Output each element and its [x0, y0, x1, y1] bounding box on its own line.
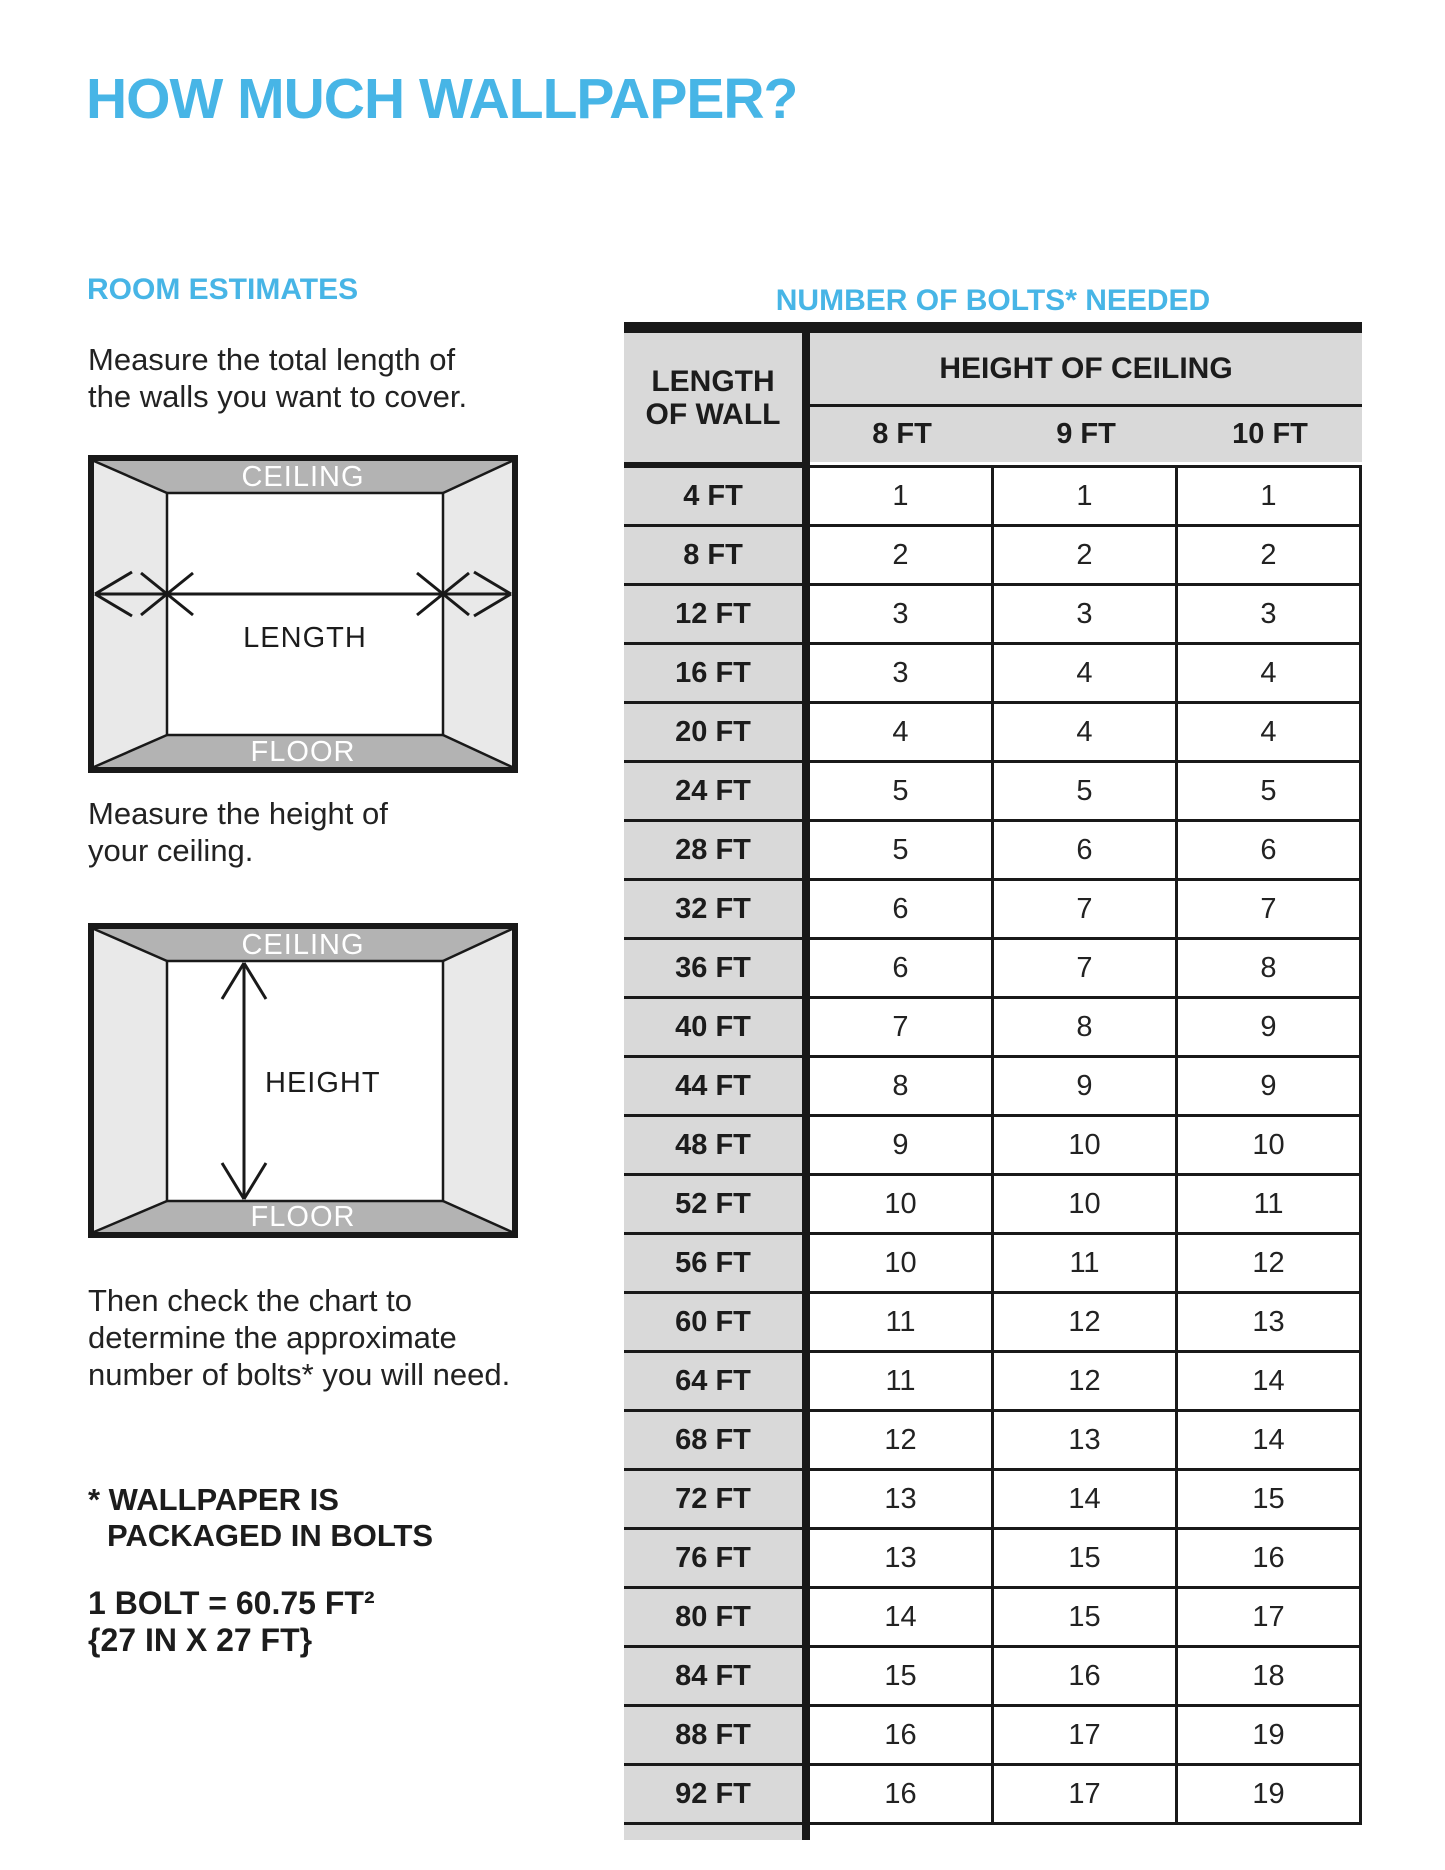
row-label: 48 FT — [624, 1117, 810, 1173]
back-wall — [167, 493, 443, 735]
table-body — [624, 468, 1362, 1825]
table-row — [624, 1353, 1362, 1412]
table-row — [624, 1235, 1362, 1294]
bolt-count-cell: 4 — [810, 704, 994, 760]
instruction-length-line1: Measure the total length of — [88, 342, 456, 377]
column-headers-row — [810, 407, 1362, 462]
bolt-count-cell: 3 — [1178, 586, 1362, 642]
length-diagram — [88, 455, 518, 773]
bolt-count-cell: 15 — [994, 1589, 1178, 1645]
instruction-chart-line1: Then check the chart to — [88, 1283, 412, 1318]
row-label: 16 FT — [624, 645, 810, 701]
bolts-table — [624, 322, 1362, 1840]
col-header-10ft: 10 FT — [1232, 418, 1308, 450]
table-row — [624, 1530, 1362, 1589]
table-row — [624, 1766, 1362, 1825]
row-label: 76 FT — [624, 1530, 810, 1586]
bolt-count-cell: 14 — [810, 1589, 994, 1645]
ceiling-label: CEILING — [241, 929, 365, 961]
table-row — [624, 586, 1362, 645]
bolt-count-cell: 7 — [994, 881, 1178, 937]
height-label: HEIGHT — [265, 1067, 381, 1099]
bolt-count-cell: 13 — [1178, 1294, 1362, 1350]
bolt-count-cell: 8 — [994, 999, 1178, 1055]
bolt-count-cell: 19 — [1178, 1707, 1362, 1763]
bolt-count-cell: 12 — [810, 1412, 994, 1468]
bolt-count-cell: 4 — [1178, 704, 1362, 760]
bolt-count-cell: 17 — [994, 1766, 1178, 1822]
bolt-count-cell: 13 — [810, 1530, 994, 1586]
bolt-dimensions: {27 IN X 27 FT} — [88, 1622, 313, 1658]
bolt-count-cell: 15 — [1178, 1471, 1362, 1527]
instruction-length-line2: the walls you want to cover. — [88, 379, 468, 414]
bolt-count-cell: 12 — [994, 1294, 1178, 1350]
row-label: 88 FT — [624, 1707, 810, 1763]
row-label: 8 FT — [624, 527, 810, 583]
bolt-count-cell: 6 — [810, 940, 994, 996]
row-label: 20 FT — [624, 704, 810, 760]
wallpaper-footnote — [88, 1482, 433, 1554]
instruction-length-text — [88, 341, 467, 415]
corner-header-line1: LENGTH — [651, 364, 775, 398]
table-top-bar — [624, 322, 1362, 333]
table-row — [624, 704, 1362, 763]
bolt-count-cell: 3 — [994, 586, 1178, 642]
table-row — [624, 1176, 1362, 1235]
row-label: 24 FT — [624, 763, 810, 819]
floor-label: FLOOR — [250, 736, 356, 768]
bolt-count-cell: 16 — [810, 1707, 994, 1763]
bolt-count-cell: 11 — [810, 1294, 994, 1350]
bolt-count-cell: 10 — [810, 1235, 994, 1291]
bolt-count-cell: 13 — [810, 1471, 994, 1527]
bolt-count-cell: 6 — [994, 822, 1178, 878]
row-label: 56 FT — [624, 1235, 810, 1291]
bolt-count-cell: 11 — [994, 1235, 1178, 1291]
row-label: 12 FT — [624, 586, 810, 642]
bolt-count-cell: 9 — [810, 1117, 994, 1173]
bolt-count-cell: 2 — [810, 527, 994, 583]
corner-header-length-of-wall — [624, 333, 810, 465]
left-wall-surface — [94, 929, 167, 1232]
bolt-count-cell: 4 — [1178, 645, 1362, 701]
bolt-count-cell: 3 — [810, 586, 994, 642]
row-label: 64 FT — [624, 1353, 810, 1409]
table-row — [624, 940, 1362, 999]
bolt-count-cell: 13 — [994, 1412, 1178, 1468]
bolt-count-cell: 9 — [1178, 999, 1362, 1055]
bolt-count-cell: 16 — [810, 1766, 994, 1822]
row-label: 84 FT — [624, 1648, 810, 1704]
bolt-count-cell: 10 — [810, 1176, 994, 1232]
bolt-count-cell: 7 — [1178, 881, 1362, 937]
bolt-count-cell: 16 — [994, 1648, 1178, 1704]
bolt-count-cell: 3 — [810, 645, 994, 701]
bolt-count-cell: 1 — [1178, 468, 1362, 524]
bolt-count-cell: 11 — [810, 1353, 994, 1409]
row-label: 44 FT — [624, 1058, 810, 1114]
instruction-height-text — [88, 795, 388, 869]
row-label: 40 FT — [624, 999, 810, 1055]
col-header-9ft: 9 FT — [1056, 418, 1116, 450]
table-row — [624, 1589, 1362, 1648]
bolt-count-cell: 5 — [810, 763, 994, 819]
length-room-illustration — [88, 455, 518, 773]
table-row — [624, 1294, 1362, 1353]
page-title: HOW MUCH WALLPAPER? — [86, 67, 798, 131]
bolt-count-cell: 6 — [1178, 822, 1362, 878]
instruction-height-line2: your ceiling. — [88, 833, 254, 868]
row-label: 4 FT — [624, 468, 810, 524]
instruction-chart-line2: determine the approximate — [88, 1320, 457, 1355]
bolt-count-cell: 8 — [1178, 940, 1362, 996]
height-room-illustration — [88, 923, 518, 1238]
row-label: 68 FT — [624, 1412, 810, 1468]
instruction-height-line1: Measure the height of — [88, 796, 388, 831]
bolt-count-cell: 17 — [994, 1707, 1178, 1763]
bolt-count-cell: 5 — [994, 763, 1178, 819]
table-row — [624, 527, 1362, 586]
bolt-count-cell: 4 — [994, 704, 1178, 760]
bolt-count-cell: 5 — [1178, 763, 1362, 819]
table-header — [624, 333, 1362, 465]
row-label: 28 FT — [624, 822, 810, 878]
bolt-count-cell: 10 — [1178, 1117, 1362, 1173]
bolt-count-cell: 14 — [1178, 1353, 1362, 1409]
table-row — [624, 763, 1362, 822]
bolt-count-cell: 9 — [1178, 1058, 1362, 1114]
bolt-count-cell: 15 — [994, 1530, 1178, 1586]
bolt-count-cell: 14 — [994, 1471, 1178, 1527]
bolt-equation: 1 BOLT = 60.75 FT² — [88, 1585, 375, 1621]
ceiling-label: CEILING — [241, 461, 365, 493]
bolt-count-cell: 8 — [810, 1058, 994, 1114]
bolt-count-cell: 1 — [994, 468, 1178, 524]
bolt-count-cell: 12 — [1178, 1235, 1362, 1291]
bolt-count-cell: 14 — [1178, 1412, 1362, 1468]
bolt-count-cell: 10 — [994, 1117, 1178, 1173]
table-row — [624, 1707, 1362, 1766]
table-row — [624, 468, 1362, 527]
bolt-count-cell: 19 — [1178, 1766, 1362, 1822]
height-diagram — [88, 923, 518, 1238]
col-header-8ft: 8 FT — [872, 418, 932, 450]
bolt-count-cell: 16 — [1178, 1530, 1362, 1586]
instruction-chart-text — [88, 1282, 510, 1393]
length-label: LENGTH — [243, 622, 367, 654]
bolt-count-cell: 11 — [1178, 1176, 1362, 1232]
bolt-count-cell: 5 — [810, 822, 994, 878]
footnote-line1: * WALLPAPER IS — [88, 1482, 339, 1517]
row-label: 36 FT — [624, 940, 810, 996]
corner-header-line2: OF WALL — [645, 397, 781, 431]
table-row — [624, 1117, 1362, 1176]
bolt-count-cell: 6 — [810, 881, 994, 937]
bolt-count-cell: 10 — [994, 1176, 1178, 1232]
table-bottom-stub — [624, 1825, 810, 1840]
bolt-count-cell: 2 — [1178, 527, 1362, 583]
bolts-needed-heading: NUMBER OF BOLTS* NEEDED — [775, 284, 1211, 317]
table-row — [624, 822, 1362, 881]
row-label: 60 FT — [624, 1294, 810, 1350]
bolt-count-cell: 12 — [994, 1353, 1178, 1409]
room-estimates-heading: ROOM ESTIMATES — [87, 273, 359, 306]
column-group — [810, 333, 1362, 465]
bolt-count-cell: 15 — [810, 1648, 994, 1704]
floor-label: FLOOR — [250, 1201, 356, 1233]
table-row — [624, 1648, 1362, 1707]
row-label: 32 FT — [624, 881, 810, 937]
right-wall-surface — [443, 929, 512, 1232]
row-label: 72 FT — [624, 1471, 810, 1527]
instruction-chart-line3: number of bolts* you will need. — [88, 1357, 511, 1392]
bolt-count-cell: 1 — [810, 468, 994, 524]
bolt-count-cell: 17 — [1178, 1589, 1362, 1645]
row-label: 80 FT — [624, 1589, 810, 1645]
footnote-line2: PACKAGED IN BOLTS — [107, 1518, 434, 1553]
bolt-count-cell: 4 — [994, 645, 1178, 701]
height-of-ceiling-header: HEIGHT OF CEILING — [810, 333, 1362, 407]
table-row — [624, 1412, 1362, 1471]
table-row — [624, 999, 1362, 1058]
table-row — [624, 1058, 1362, 1117]
row-label: 52 FT — [624, 1176, 810, 1232]
table-row — [624, 881, 1362, 940]
row-label: 92 FT — [624, 1766, 810, 1822]
bolt-count-cell: 7 — [994, 940, 1178, 996]
bolt-count-cell: 7 — [810, 999, 994, 1055]
table-row — [624, 645, 1362, 704]
bolt-count-cell: 9 — [994, 1058, 1178, 1114]
bolt-count-cell: 2 — [994, 527, 1178, 583]
bolt-count-cell: 18 — [1178, 1648, 1362, 1704]
table-row — [624, 1471, 1362, 1530]
bolt-size-info — [88, 1585, 375, 1659]
